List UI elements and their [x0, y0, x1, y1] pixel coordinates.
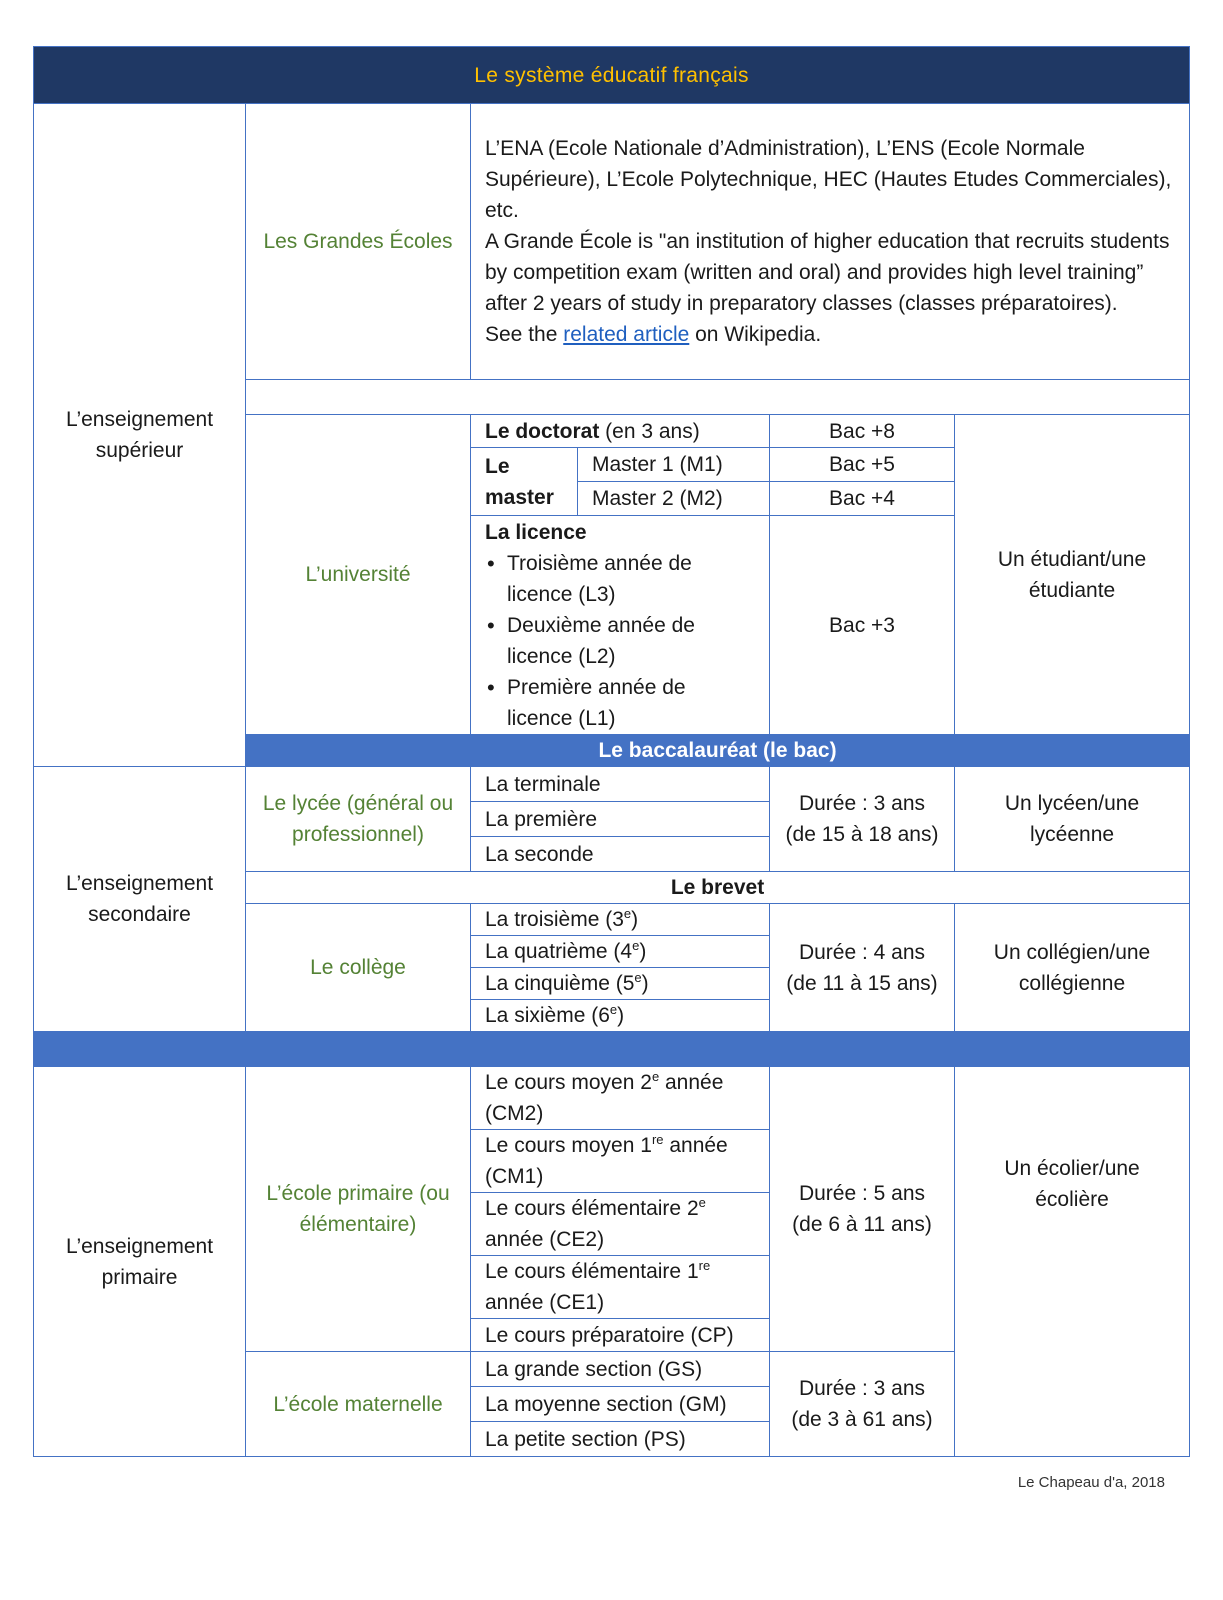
level-primaire: L’enseignement primaire — [34, 1067, 246, 1457]
separator-bar — [34, 1032, 1190, 1067]
doctorat-duration: (en 3 ans) — [599, 419, 700, 443]
brevet-bar: Le brevet — [246, 872, 1190, 904]
grandes-ecoles-description — [471, 104, 1190, 380]
licence-title: La licence — [485, 520, 587, 544]
doctorat-cell — [471, 415, 770, 448]
school-lycee: Le lycée (général ou professionnel) — [246, 767, 471, 872]
college-class: La troisième (3e) — [471, 904, 770, 936]
licence-cell — [471, 516, 770, 735]
maternelle-class: La grande section (GS) — [471, 1352, 770, 1387]
school-maternelle: L’école maternelle — [246, 1352, 471, 1457]
primaire-class: Le cours élémentaire 1re année (CE1) — [471, 1256, 770, 1319]
student-universite: Un étudiant/une étudiante — [955, 415, 1190, 735]
master1-bac: Bac +5 — [770, 448, 955, 482]
see-after-text: on Wikipedia. — [689, 323, 822, 346]
doctorat-label: Le doctorat — [485, 419, 600, 443]
school-primaire: L’école primaire (ou élémentaire) — [246, 1067, 471, 1352]
licence-item: • Troisième année de licence (L3) — [507, 548, 755, 610]
lycee-class: La seconde — [471, 837, 770, 872]
page-title: Le système éducatif français — [34, 47, 1190, 104]
grandes-ecoles-examples: L’ENA (Ecole Nationale d’Administration), L’ENS (Ecole Normale Supérieure), L’Ecole Polytechnique, HEC (Hautes Etudes Commerciales), etc. — [485, 137, 1172, 222]
doctorat-bac: Bac +8 — [770, 415, 955, 448]
related-article-link[interactable]: related article — [563, 323, 690, 346]
primaire-class: Le cours moyen 2e année (CM2) — [471, 1067, 770, 1130]
school-grandes-ecoles: Les Grandes Écoles — [246, 104, 471, 380]
primaire-class: Le cours élémentaire 2e année (CE2) — [471, 1193, 770, 1256]
level-secondaire: L’enseignement secondaire — [34, 767, 246, 1032]
licence-list — [485, 548, 755, 734]
see-before-text: See the — [485, 323, 564, 346]
master1-cell: Master 1 (M1) — [578, 448, 770, 482]
education-table — [33, 46, 1190, 1457]
master2-bac: Bac +4 — [770, 482, 955, 516]
education-system-sheet — [33, 46, 1189, 1457]
lycee-class: La terminale — [471, 767, 770, 802]
licence-item: • Première année de licence (L1) — [507, 672, 755, 734]
master-label: Le master — [471, 448, 578, 516]
college-class: La quatrième (4e) — [471, 936, 770, 968]
school-college: Le collège — [246, 904, 471, 1032]
footer-credit: Le Chapeau d'a, 2018 — [1017, 1474, 1165, 1491]
maternelle-duration: Durée : 3 ans (de 3 à 61 ans) — [770, 1352, 955, 1457]
lycee-class: La première — [471, 802, 770, 837]
school-universite: L’université — [246, 415, 471, 735]
grandes-ecoles-definition: A Grande École is "an institution of higher education that recruits students by competition exam (written and oral) and provides high level training” after 2 years of study in preparatory classes (classes préparatoires). — [485, 230, 1170, 315]
student-primaire: Un écolier/une écolière — [955, 1067, 1190, 1457]
grandes-ecoles-see-also — [485, 319, 1175, 350]
bac-bar: Le baccalauréat (le bac) — [246, 735, 1190, 767]
student-lycee: Un lycéen/une lycéenne — [955, 767, 1190, 872]
college-duration: Durée : 4 ans (de 11 à 15 ans) — [770, 904, 955, 1032]
licence-item: • Deuxième année de licence (L2) — [507, 610, 755, 672]
level-superieur: L’enseignement supérieur — [34, 104, 246, 767]
maternelle-class: La moyenne section (GM) — [471, 1387, 770, 1422]
primaire-duration: Durée : 5 ans (de 6 à 11 ans) — [770, 1067, 955, 1352]
college-class: La sixième (6e) — [471, 1000, 770, 1032]
spacer-row — [246, 380, 1190, 415]
lycee-duration: Durée : 3 ans (de 15 à 18 ans) — [770, 767, 955, 872]
master2-cell: Master 2 (M2) — [578, 482, 770, 516]
college-class: La cinquième (5e) — [471, 968, 770, 1000]
primaire-class: Le cours préparatoire (CP) — [471, 1319, 770, 1352]
primaire-class: Le cours moyen 1re année (CM1) — [471, 1130, 770, 1193]
licence-bac: Bac +3 — [770, 516, 955, 735]
maternelle-class: La petite section (PS) — [471, 1422, 770, 1457]
student-college: Un collégien/une collégienne — [955, 904, 1190, 1032]
